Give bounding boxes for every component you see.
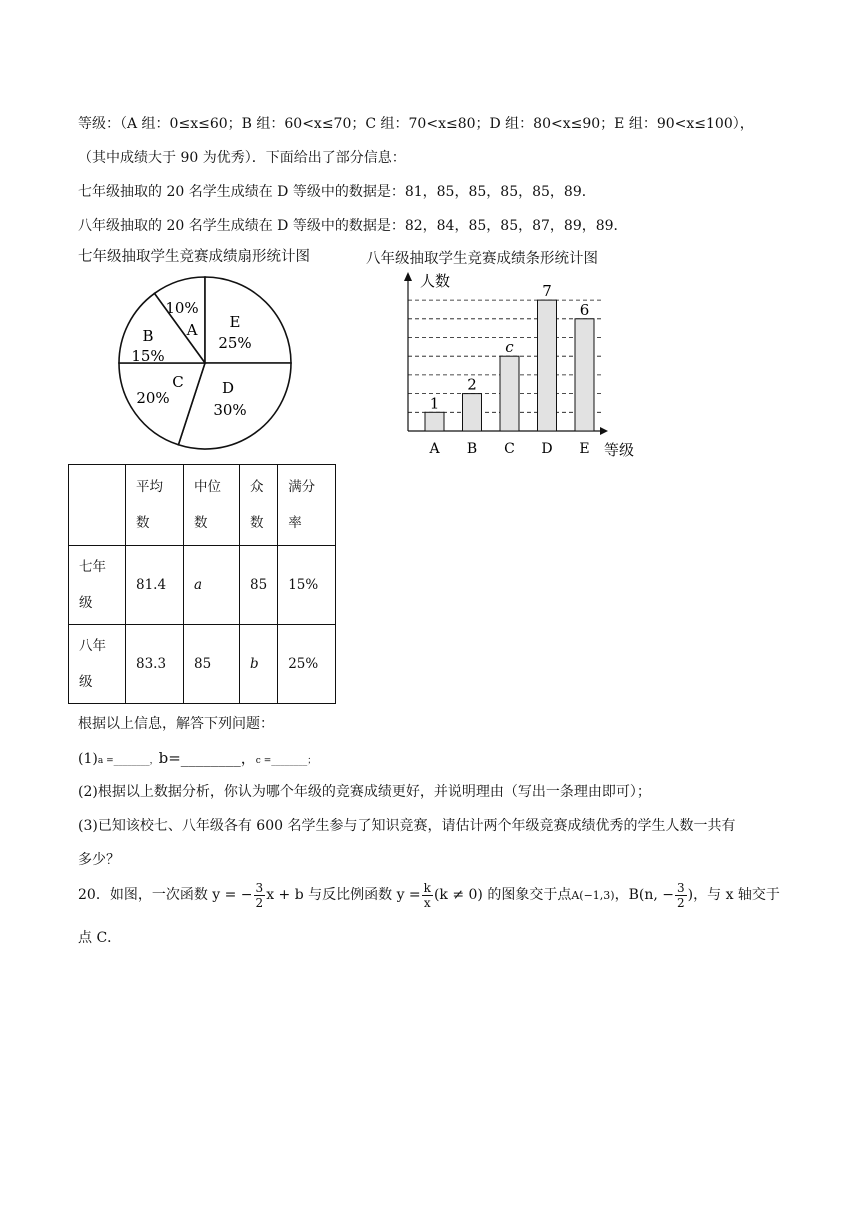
question-3-line1: (3)已知该校七、八年级各有 600 名学生参与了知识竞赛，请估计两个年级竞赛成绩优秀的学生人数一共有 (78, 818, 736, 834)
pie-chart-title: 七年级抽取学生竞赛成绩扇形统计图 (78, 249, 310, 265)
pie-slice-label: B (142, 327, 154, 345)
table-header-cell: 满分率 (278, 465, 336, 546)
bar-D (538, 300, 557, 431)
problem-20-line1: 20．如图，一次函数 y = − $\frac{3}{2}$ x + b 与反比例函数 y = $\frac{k}{x}$ (k ≠ 0) 的图象交于点A(−1,3)，B(n, − $\frac{3}{2}$ )，与 x 轴交于 (78, 880, 780, 910)
bar-value-label: 1 (429, 394, 440, 413)
grade8-d-data: 八年级抽取的 20 名学生成绩在 D 等级中的数据是：82，84，85，85，87，89，89． (78, 218, 628, 234)
row-label: 七年级 (69, 546, 126, 625)
bar-A (425, 412, 444, 431)
question-3-line2: 多少？ (78, 852, 120, 868)
table-row (69, 625, 336, 704)
bar-B (463, 394, 482, 431)
fraction: $\frac{k}{x}$ (423, 880, 431, 910)
table-cell: 15% (278, 546, 336, 625)
table-cell: 85 (240, 546, 278, 625)
x-tick-label: D (541, 441, 553, 457)
pie-slice-label: E (229, 313, 241, 331)
pie-slice-label: A (186, 321, 198, 339)
x-axis-arrow (600, 427, 608, 435)
fraction: $\frac{3}{2}$ (677, 880, 685, 910)
bar-E (575, 319, 594, 431)
table-row (69, 546, 336, 625)
excellent-note: （其中成绩大于 90 为优秀）．下面给出了部分信息： (78, 150, 406, 166)
table-header-cell: 众数 (240, 465, 278, 546)
table-cell: 85 (184, 625, 240, 704)
bar-chart (392, 268, 642, 460)
fraction: $\frac{3}{2}$ (255, 880, 264, 910)
question-1: (1)a =________，b=________，c =________； (78, 749, 317, 767)
bar-C (500, 356, 519, 431)
bar-value-label: 2 (467, 375, 477, 394)
bar-value-label: 6 (579, 300, 590, 319)
stats-table (68, 464, 336, 704)
x-tick-label: E (579, 441, 590, 457)
pie-slice-percent: 15% (131, 347, 165, 365)
pie-slice-percent: 10% (165, 299, 199, 317)
grade7-d-data: 七年级抽取的 20 名学生成绩在 D 等级中的数据是：81，85，85，85，85，89． (78, 184, 596, 200)
grade-groups-line: 等级：（A 组：0≤x≤60；B 组：60<x≤70；C 组：70<x≤80；D 组：80<x≤90；E 组：90<x≤100）， (78, 116, 754, 132)
pie-slice-percent: 25% (218, 334, 252, 352)
questions-intro: 根据以上信息，解答下列问题： (78, 716, 274, 732)
table-cell: 25% (278, 625, 336, 704)
table-header-cell: 平均数 (126, 465, 184, 546)
table-cell: a (184, 546, 240, 625)
x-tick-label: A (429, 441, 440, 457)
pie-chart (110, 275, 310, 455)
table-header-cell (69, 465, 126, 546)
x-axis-label: 等级 (604, 441, 635, 459)
table-cell: b (240, 625, 278, 704)
table-header-cell: 中位数 (184, 465, 240, 546)
bar-value-label: 7 (542, 282, 552, 301)
pie-slice-label: D (221, 379, 235, 397)
problem-20-line2: 点 C． (78, 930, 122, 946)
table-cell: 81.4 (126, 546, 184, 625)
table-header-row (69, 465, 336, 546)
y-axis-label: 人数 (420, 272, 451, 290)
row-label: 八年级 (69, 625, 126, 704)
bar-chart-title: 八年级抽取学生竞赛成绩条形统计图 (366, 251, 598, 267)
pie-slice-percent: 30% (213, 401, 247, 419)
x-tick-label: B (466, 441, 478, 457)
pie-slice-percent: 20% (136, 389, 170, 407)
question-2: (2)根据以上数据分析，你认为哪个年级的竞赛成绩更好，并说明理由（写出一条理由即可）； (78, 784, 651, 800)
table-cell: 83.3 (126, 625, 184, 704)
pie-slice-label: C (172, 373, 184, 391)
y-axis-arrow (404, 272, 412, 281)
bar-value-label: c (505, 338, 514, 357)
x-tick-label: C (504, 441, 515, 457)
